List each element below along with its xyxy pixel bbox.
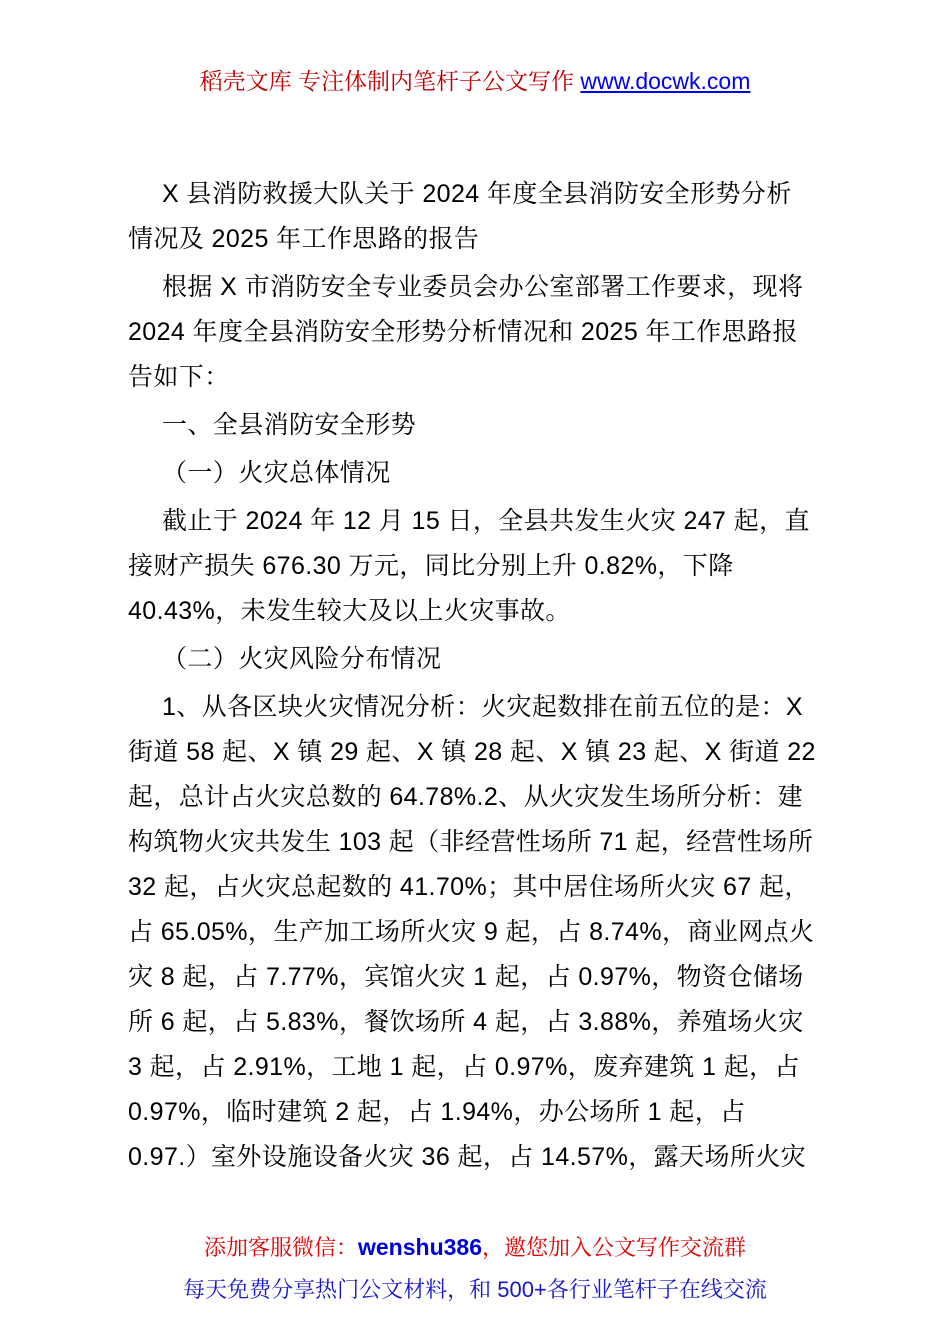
promo-line-1 [0, 1226, 950, 1269]
site-link[interactable]: www.docwk.com [580, 68, 751, 94]
doc-title [128, 172, 890, 262]
text-line: 一、全县消防安全形势 [162, 411, 417, 439]
text-line: 街道 58 起、X 镇 29 起、X 镇 28 起、X 镇 23 起、X 街道 22 [128, 738, 816, 766]
text-line: 0.97.）室外设施设备火灾 36 起，占 14.57%，露天场所火灾 [128, 1143, 807, 1171]
text-line: 灾 8 起，占 7.77%，宾馆火灾 1 起，占 0.97%，物资仓储场 [128, 963, 804, 991]
subsection-heading-1-2 [128, 637, 890, 682]
doc-title-line: 情况及 2025 年工作思路的报告 [128, 225, 480, 253]
document-body [128, 172, 890, 1183]
text-line: 起，总计占火灾总数的 64.78%.2、从火灾发生场所分析：建 [128, 783, 803, 811]
text-line: 40.43%，未发生较大及以上火灾事故。 [128, 597, 571, 625]
paragraph-fire-overview [128, 499, 890, 634]
paragraph-intro [128, 265, 890, 400]
text-line: 3 起，占 2.91%，工地 1 起，占 0.97%，废弃建筑 1 起，占 [128, 1053, 800, 1081]
text-line: 构筑物火灾共发生 103 起（非经营性场所 71 起，经营性场所 [128, 828, 814, 856]
text-line: 所 6 起，占 5.83%，餐饮场所 4 起，占 3.88%，养殖场火灾 [128, 1008, 804, 1036]
text-line: 32 起，占火灾总起数的 41.70%；其中居住场所火灾 67 起， [128, 873, 810, 901]
text-line: 截止于 2024 年 12 月 15 日，全县共发生火灾 247 起，直 [162, 507, 810, 535]
subsection-heading-1-1 [128, 451, 890, 496]
site-header [0, 64, 950, 98]
text-line: 根据 X 市消防安全专业委员会办公室部署工作要求，现将 [162, 273, 804, 301]
brand-text: 稻壳文库 专注体制内笔杆子公文写作 [199, 68, 581, 94]
text-line: （一）火灾总体情况 [162, 459, 391, 487]
text-line: 0.97%，临时建筑 2 起，占 1.94%，办公场所 1 起，占 [128, 1098, 746, 1126]
promo-line-1-prefix: 添加客服微信： [203, 1235, 358, 1260]
promo-line-2: 每天免费分享热门公文材料，和 500+各行业笔杆子在线交流 [183, 1277, 767, 1302]
text-line: （二）火灾风险分布情况 [162, 645, 442, 673]
text-line: 占 65.05%，生产加工场所火灾 9 起，占 8.74%，商业网点火 [128, 918, 815, 946]
text-line: 告如下： [128, 363, 230, 391]
text-line: 2024 年度全县消防安全形势分析情况和 2025 年工作思路报 [128, 318, 798, 346]
promo-line-1-suffix: ，邀您加入公文写作交流群 [482, 1235, 747, 1260]
doc-title-line: X 县消防救援大队关于 2024 年度全县消防安全形势分析 [162, 180, 792, 208]
wechat-id: wenshu386 [358, 1234, 482, 1260]
text-line: 1、从各区块火灾情况分析：火灾起数排在前五位的是：X [162, 693, 803, 721]
section-heading-1 [128, 403, 890, 448]
text-line: 接财产损失 676.30 万元，同比分别上升 0.82%，下降 [128, 552, 734, 580]
paragraph-risk-distribution [128, 685, 890, 1180]
site-footer [0, 1226, 950, 1311]
